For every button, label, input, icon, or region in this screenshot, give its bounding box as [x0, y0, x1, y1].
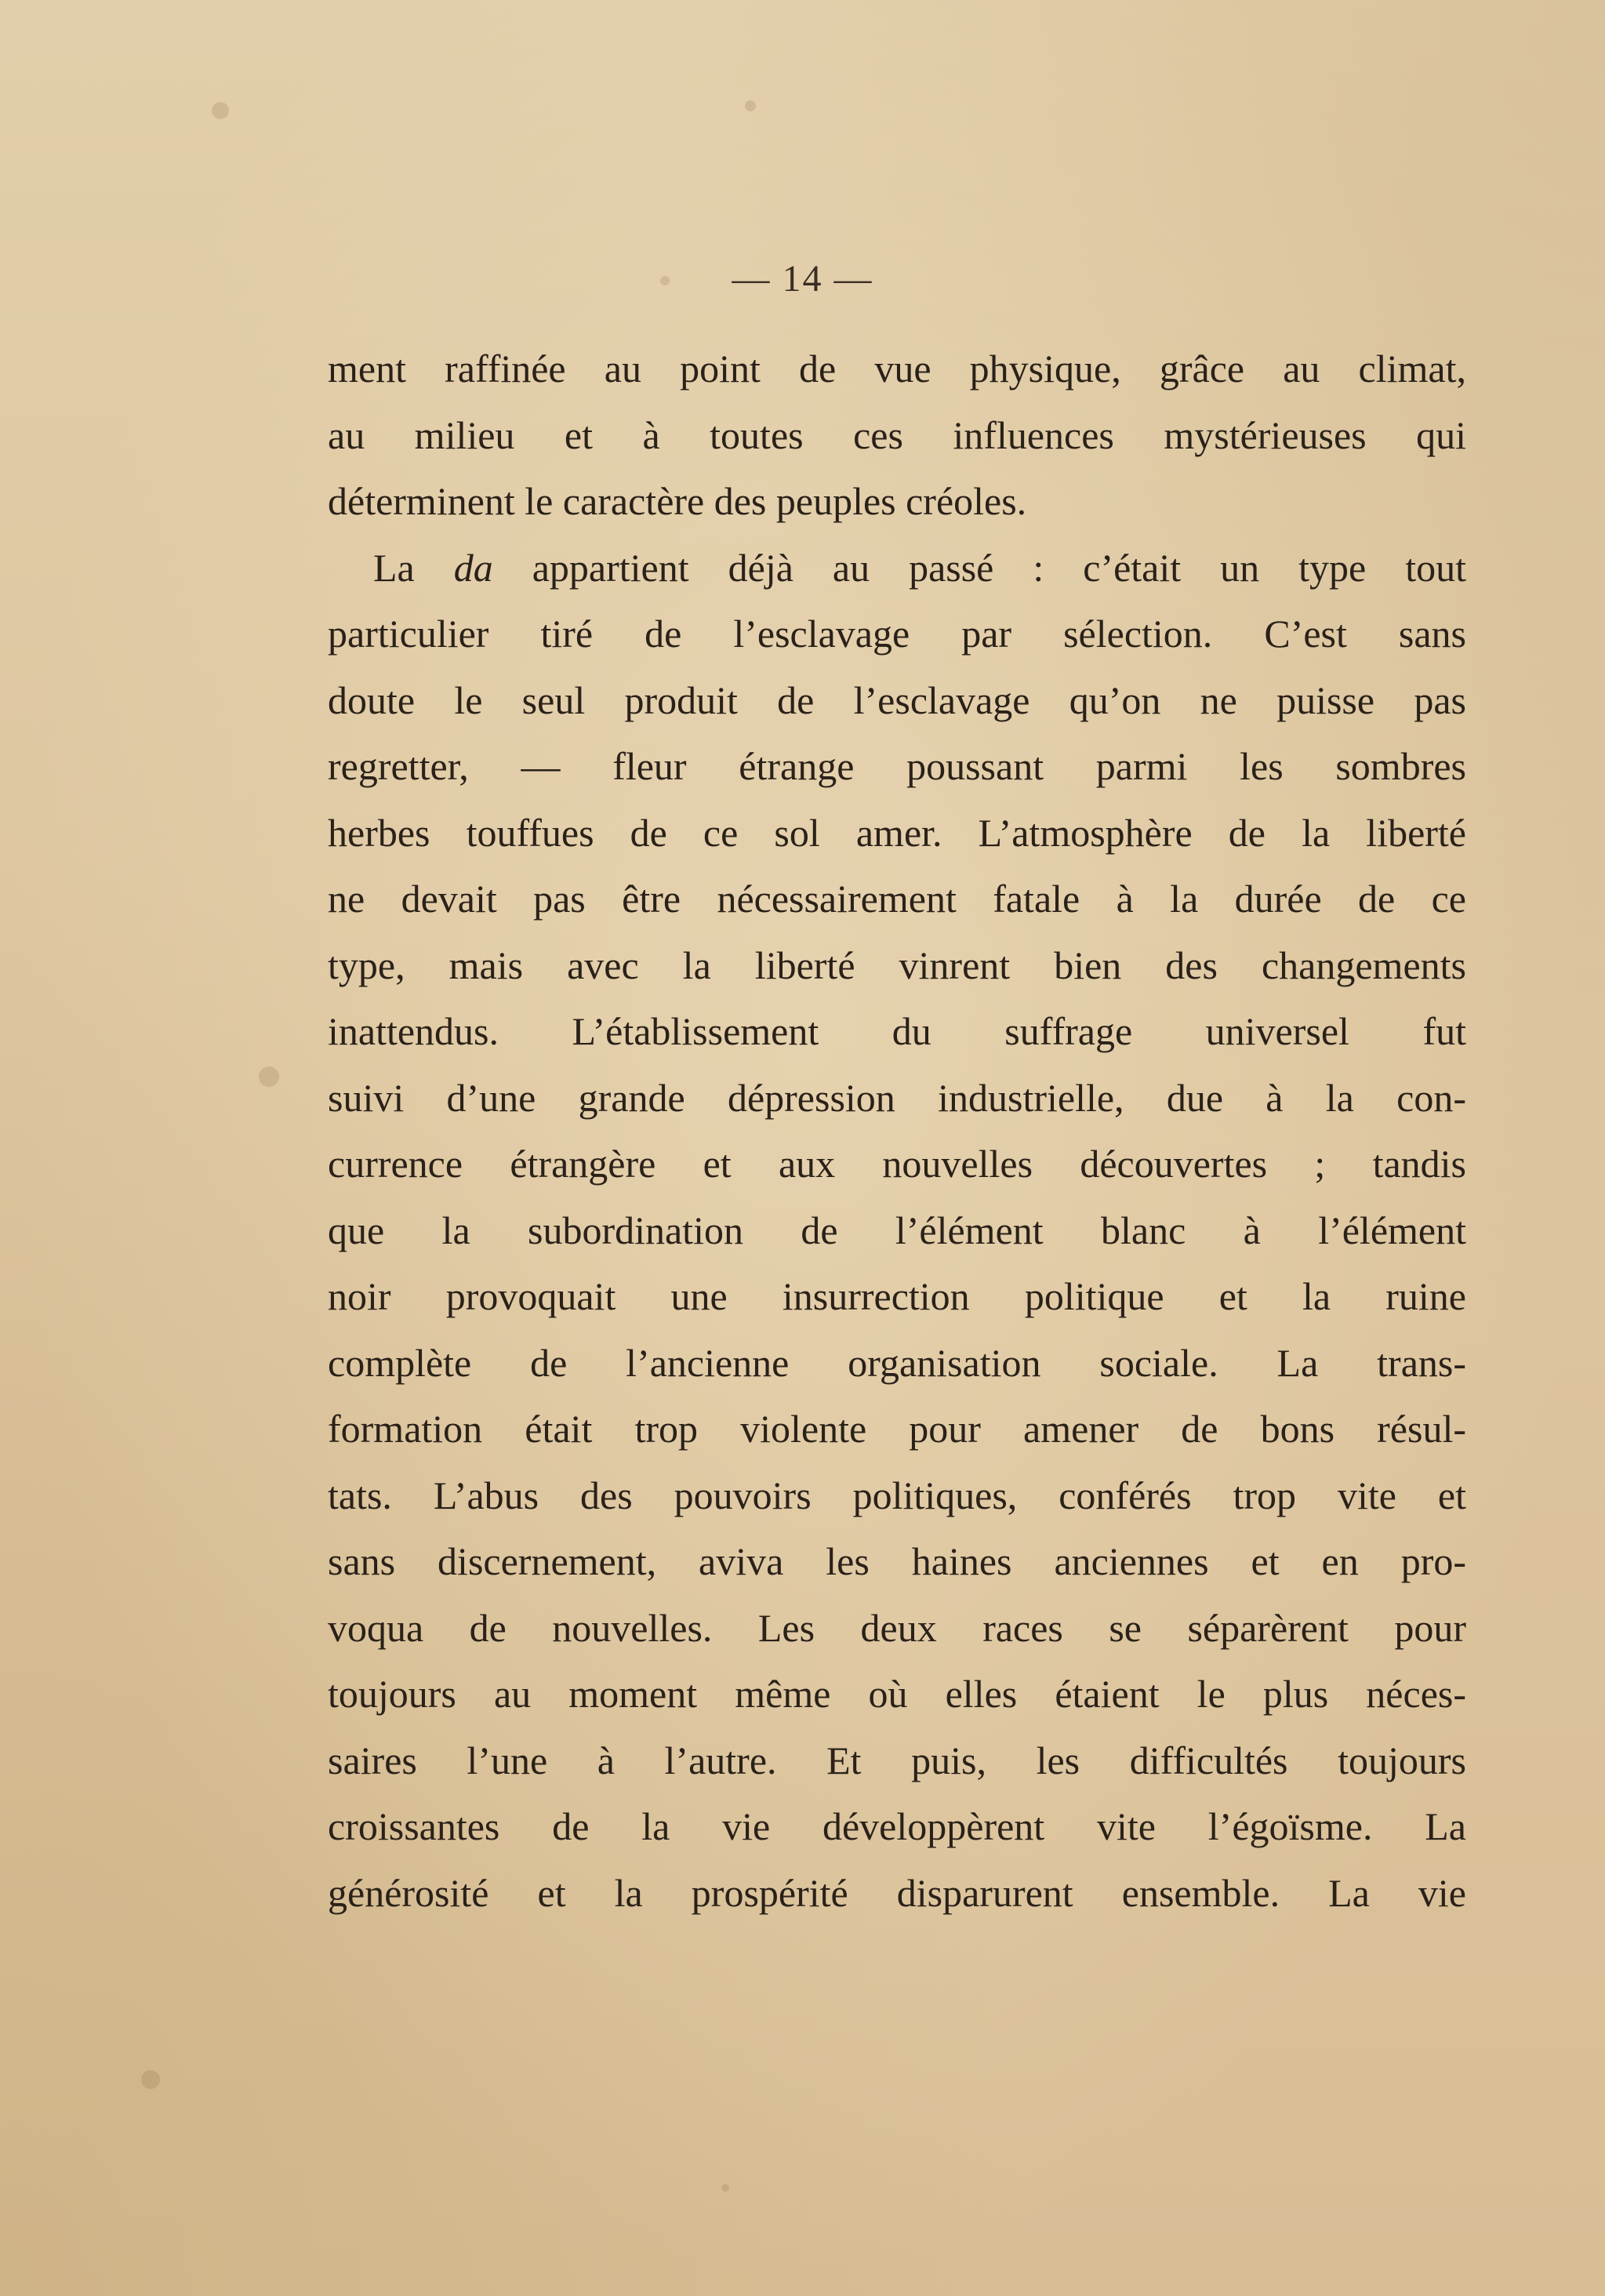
text-line: particulier tiré de l’esclavage par sélection. C’est sans: [328, 612, 1466, 656]
text-line: au milieu et à toutes ces influences mystérieuses qui: [328, 412, 1466, 457]
text-line: ne devait pas être nécessairement fatale à la durée de ce: [328, 877, 1466, 921]
paper-speck: [745, 100, 756, 111]
text-line: ment raffinée au point de vue physique, grâce au climat,: [328, 347, 1466, 391]
italic-term: da: [453, 545, 493, 590]
text-line: regretter, — fleur étrange poussant parmi les sombres: [328, 744, 1466, 788]
text-line: currence étrangère et aux nouvelles découvertes ; tandis: [328, 1142, 1466, 1186]
text-line: herbes touffues de ce sol amer. L’atmosphère de la liberté: [328, 810, 1466, 855]
text-line: sans discernement, aviva les haines anciennes et en pro-: [328, 1539, 1466, 1583]
text-line: croissantes de la vie développèrent vite l’égoïsme. La: [328, 1804, 1466, 1848]
line-segment: La: [373, 545, 454, 590]
text-line: que la subordination de l’élément blanc à l’élément: [328, 1208, 1466, 1252]
text-line: noir provoquait une insurrection politique et la ruine: [328, 1274, 1466, 1318]
text-line: complète de l’ancienne organisation sociale. La trans-: [328, 1340, 1466, 1385]
text-line: doute le seul produit de l’esclavage qu’on ne puisse pas: [328, 678, 1466, 722]
text-line: saires l’une à l’autre. Et puis, les difficultés toujours: [328, 1738, 1466, 1782]
text-line: déterminent le caractère des peuples créoles.: [328, 479, 1027, 523]
paper-speck: [259, 1066, 279, 1087]
paragraph-first-line: [328, 535, 1466, 601]
text-line: tats. L’abus des pouvoirs politiques, conférés trop vite et: [328, 1473, 1466, 1517]
text-line: suivi d’une grande dépression industrielle, due à la con-: [328, 1075, 1466, 1120]
text-line: voqua de nouvelles. Les deux races se séparèrent pour: [328, 1605, 1466, 1650]
text-line: inattendus. L’établissement du suffrage universel fut: [328, 1009, 1466, 1053]
paper-speck: [212, 102, 229, 119]
paper-speck: [141, 2070, 160, 2089]
paper-speck: [721, 2184, 729, 2192]
text-line: type, mais avec la liberté vinrent bien des changements: [328, 943, 1466, 987]
body-text: [328, 336, 1466, 1926]
line-segment: appartient déjà au passé : c’était un type tout: [492, 545, 1466, 590]
page-number: — 14 —: [732, 258, 873, 300]
text-line: formation était trop violente pour amener de bons résul-: [328, 1407, 1466, 1451]
text-line: toujours au moment même où elles étaient le plus néces-: [328, 1672, 1466, 1716]
text-line: générosité et la prospérité disparurent ensemble. La vie: [328, 1870, 1466, 1915]
